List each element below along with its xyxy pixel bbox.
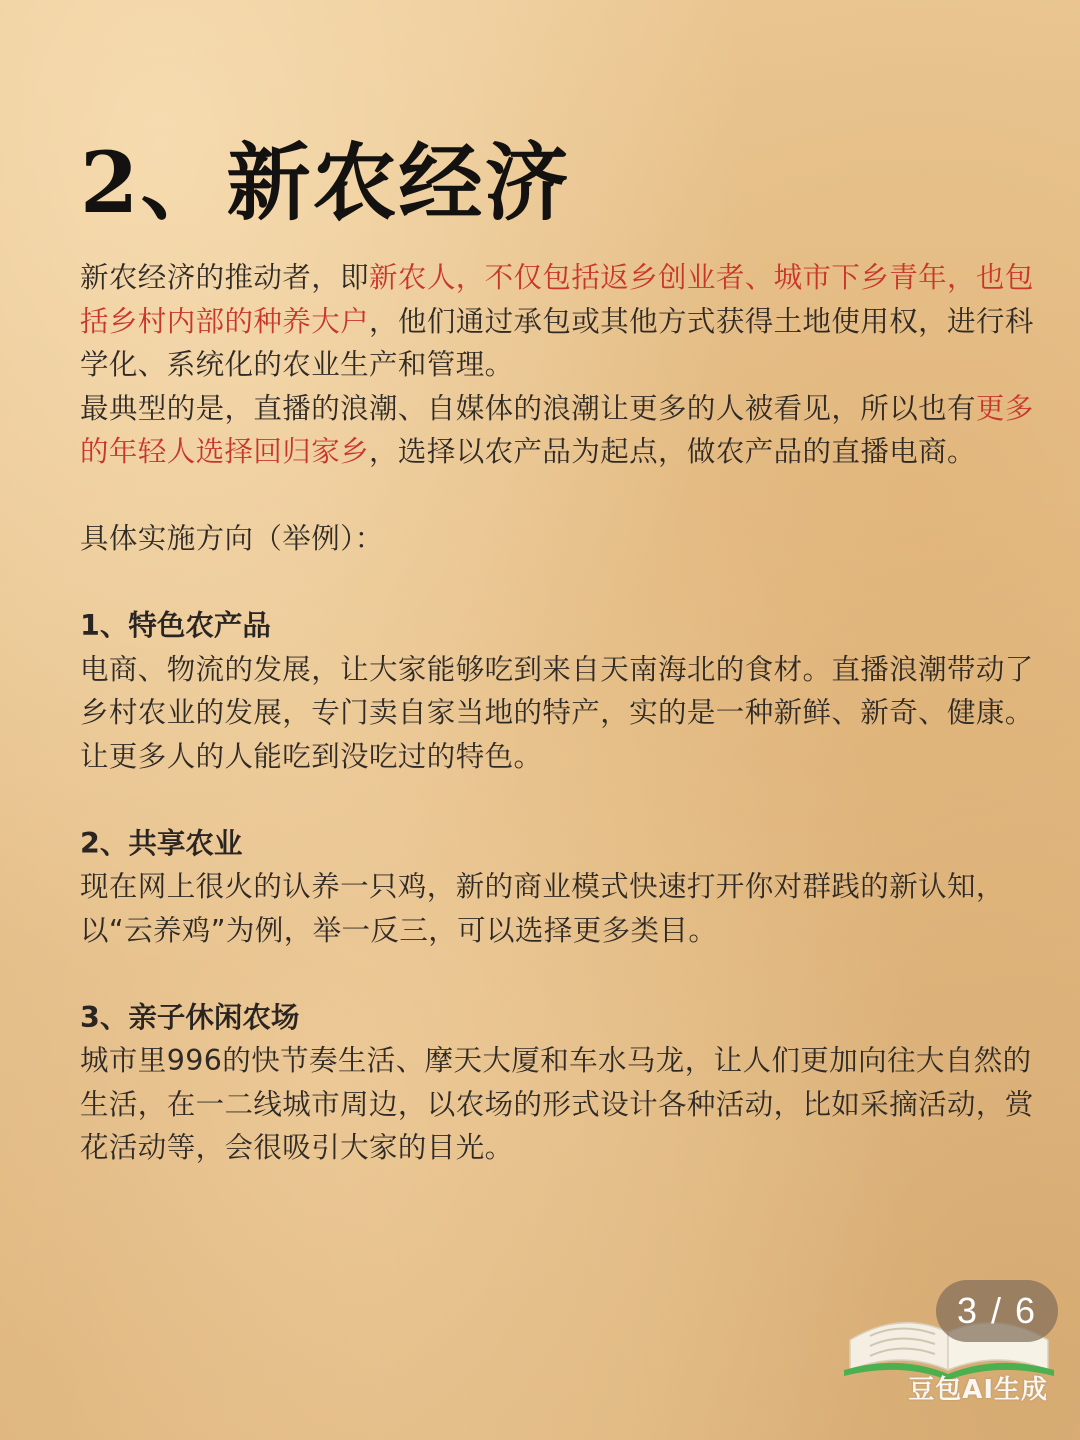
article bbox=[80, 128, 1055, 1170]
intro-text: 新农经济的推动者，即 bbox=[80, 261, 370, 294]
section-body: 现在网上很火的认养一只鸡，新的商业模式快速打开你对群践的新认知，以“云养鸡”为例，举一反三，可以选择更多类目。 bbox=[80, 870, 1005, 947]
directions-heading: 具体实施方向（举例）： bbox=[80, 522, 384, 555]
section-heading: 1、特色农产品 bbox=[80, 609, 271, 642]
intro-text: ，他们通过承包或其他方式获得土地使用权，进行科学化、系统化的农业生产和管理。 bbox=[80, 304, 1034, 381]
spacer bbox=[80, 561, 1055, 605]
section-body: 电商、物流的发展，让大家能够吃到来自天南海北的食材。直播浪潮带动了乡村农业的发展，专门卖自家当地的特产，实的是一种新鲜、新奇、健康。 bbox=[80, 652, 1034, 729]
spacer bbox=[80, 474, 1055, 518]
section-body: 让更多人的人能吃到没吃过的特色。 bbox=[80, 739, 543, 773]
intro-text: ，选择以农产品为起点，做农产品的直播电商。 bbox=[369, 435, 976, 468]
highlight-text: 更多的年轻人选择回归家乡 bbox=[80, 391, 1034, 468]
section-heading: 3、亲子休闲农场 bbox=[80, 1000, 300, 1034]
section-body: 城市里996的快节奏生活、摩天大厦和车水马龙，让人们更加向往大自然的生活，在一二线城市周边，以农场的形式设计各种活动，比如采摘活动，赏花活动等，会很吸引大家的目光。 bbox=[80, 1044, 1034, 1164]
section-heading: 2、共享农业 bbox=[80, 826, 243, 860]
intro-text: 最典型的是，直播的浪潮、自媒体的浪潮让更多的人被看见，所以也有 bbox=[80, 391, 976, 425]
page-indicator: 3 / 6 bbox=[936, 1280, 1058, 1342]
page-title: 2、新农经济 bbox=[80, 133, 571, 232]
watermark: 豆包AI生成 bbox=[908, 1375, 1048, 1405]
highlight-text: 新农人，不仅包括返乡创业者、城市下乡青年，也包括乡村内部的种养大户 bbox=[80, 261, 1034, 338]
intro-paragraph-1 bbox=[80, 256, 1055, 387]
spacer bbox=[80, 778, 1055, 822]
intro-paragraph-2 bbox=[80, 387, 1055, 474]
spacer bbox=[80, 952, 1055, 996]
